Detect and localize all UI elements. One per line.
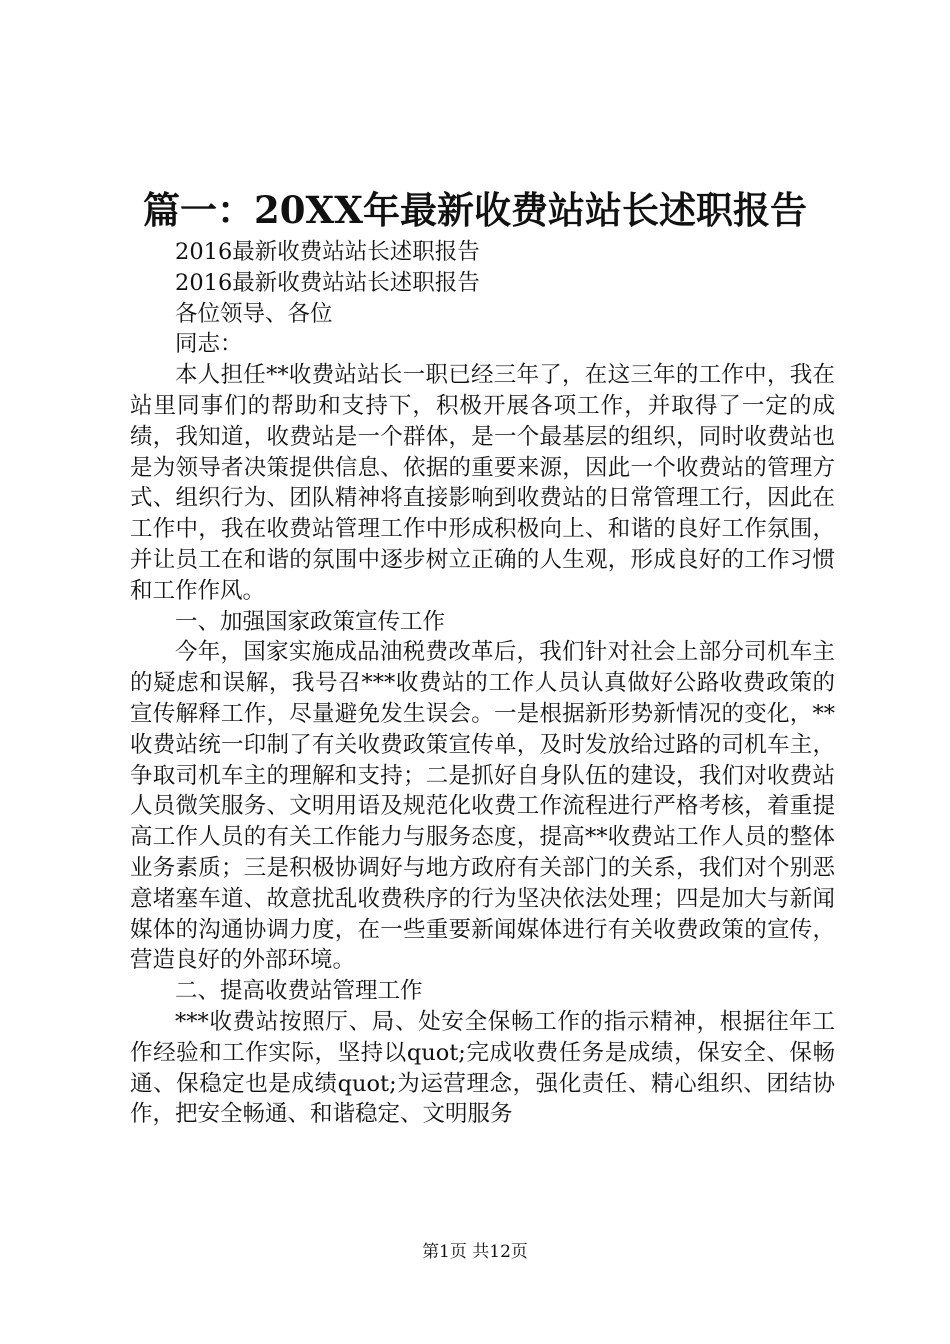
page-number-footer: 第1页 共12页 bbox=[422, 1242, 528, 1262]
salutation-line: 各位领导、各位 bbox=[175, 300, 333, 327]
body-paragraph: 本人担任**收费站站长一职已经三年了，在这三年的工作中，我在站里同事们的帮助和支持下，积极开展各项工作，并取得了一定的成绩，我知道，收费站是一个群体，是一个最基层的组织，同时收费站也是为领导者决策提供信息、依据的重要来源，因此一个收费站的管理方式、组织行为、团队精神将直接影响到收费站的日常管理工行，因此在工作中，我在收费站管理工作中形成积极向上、和谐的良好工作氛围，并让员工在和谐的氛围中逐步树立正确的人生观，形成良好的工作习惯和工作作风。 bbox=[130, 362, 835, 604]
body-paragraph: ***收费站按照厅、局、处安全保畅工作的指示精神，根据往年工作经验和工作实际，坚持以quot;完成收费任务是成绩，保安全、保畅通、保稳定也是成绩quot;为运营理念，强化责任、精心组织、团结协作，把安全畅通、和谐稳定、文明服务 bbox=[130, 1008, 835, 1128]
section-heading: 二、提高收费站管理工作 bbox=[175, 978, 423, 1005]
document-body bbox=[130, 237, 835, 1130]
salutation-line: 同志： bbox=[175, 331, 243, 358]
document-title: 篇一：20XX年最新收费站站长述职报告 bbox=[143, 188, 807, 232]
body-paragraph: 今年，国家实施成品油税费改革后，我们针对社会上部分司机车主的疑虑和误解，我号召***收费站的工作人员认真做好公路收费政策的宣传解释工作，尽量避免发生误会。一是根据新形势新情况的变化，**收费站统一印制了有关收费政策宣传单，及时发放给过路的司机车主，争取司机车主的理解和支持；二是抓好自身队伍的建设，我们对收费站人员微笑服务、文明用语及规范化收费工作流程进行严格考核，着重提高工作人员的有关工作能力与服务态度，提高**收费站工作人员的整体业务素质；三是积极协调好与地方政府有关部门的关系，我们对个别恶意堵塞车道、故意扰乱收费秩序的行为坚决依法处理；四是加大与新闻媒体的沟通协调力度，在一些重要新闻媒体进行有关收费政策的宣传，营造良好的外部环境。 bbox=[130, 639, 835, 974]
section-heading: 一、加强国家政策宣传工作 bbox=[175, 608, 446, 635]
subtitle-line: 2016最新收费站站长述职报告 bbox=[175, 269, 480, 296]
subtitle-line: 2016最新收费站站长述职报告 bbox=[175, 239, 480, 265]
